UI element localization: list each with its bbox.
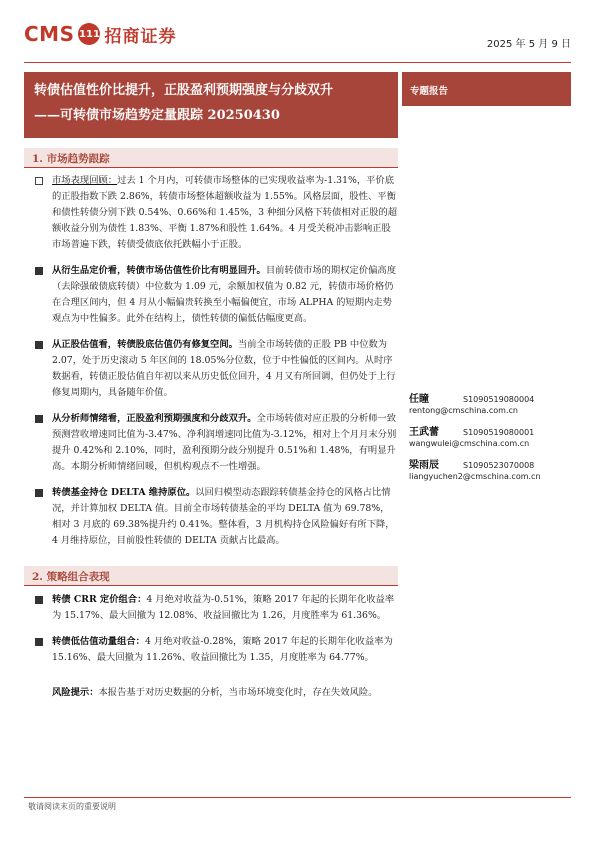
footer-divider	[24, 797, 571, 798]
list-item	[24, 337, 398, 401]
item-lead: 转债 CRR 定价组合：	[52, 594, 147, 605]
analyst-entry	[409, 456, 569, 481]
analyst-entry	[409, 423, 569, 448]
analyst-license-id: S1090519080004	[463, 395, 535, 404]
company-logo	[24, 19, 176, 49]
item-text: 当前全市场转债的正股 PB 中位数为 2.07，处于历史滚动 5 年区间的 18.05%分位数，位于中性偏低的区间内。从时序数据看，转债正股估值自年初以来从历史低位回升，4 月又有所回调，但仍处于上行修复周期内，具备随年价值。	[52, 339, 396, 398]
item-lead: 转债低估值动量组合：	[52, 636, 145, 647]
list-item	[24, 634, 398, 666]
list-item	[24, 485, 398, 549]
square-bullet-icon	[35, 267, 43, 275]
analyst-license-id: S1090519080001	[463, 428, 535, 437]
report-title: 转债估值性价比提升，正股盈利预期强度与分歧双升	[34, 83, 334, 98]
analyst-email-link[interactable]: wangwulei@cmschina.com.cn	[409, 439, 530, 448]
square-bullet-icon	[35, 638, 43, 646]
square-bullet-icon	[35, 341, 43, 349]
analyst-name: 梁雨辰	[409, 460, 439, 471]
item-lead: 从分析师情绪看，正股盈利预期强度和分歧双升。	[52, 413, 257, 424]
item-lead: 从衍生品定价看，转债市场估值性价比有明显回升。	[52, 265, 266, 276]
square-bullet-icon	[35, 596, 43, 604]
report-date: 2025 年 5 月 9 日	[486, 39, 571, 50]
item-lead: 转债基金持仓 DELTA 维持原位。	[52, 487, 196, 498]
item-text: 过去 1 个月内，可转债市场整体的已实现收益率为-1.31%，平价底的正股指数下跌 2.86%，转债市场整体超额收益为 1.55%。风格层面，股性、平衡和债性转债分别下跌 0.54%、0.66%和 1.45%，3 种细分风格下转债相对正股的超额收益分别为债性 1.83%、平衡 1.87%和股性 1.64%。4 月受关税冲击影响正股市场普遍下跌，转债受债底依托跌幅小于正股。	[52, 175, 398, 250]
analyst-name: 王武蕾	[409, 427, 439, 438]
section-1-bullets	[24, 173, 398, 559]
item-text: 4 月绝对收益为-0.51%，策略 2017 年起的长期年化收益率为 15.17%、最大回撤为 12.08%、收益回撤比为 1.26，月度胜率为 61.36%。	[52, 594, 395, 621]
list-item	[24, 592, 398, 624]
list-item	[24, 263, 398, 327]
analyst-license-id: S1090523070008	[463, 461, 535, 470]
report-type-label: 专题报告	[402, 72, 571, 106]
analyst-entry	[409, 390, 569, 415]
item-text: 全市场转债对应正股的分析师一致预测营收增速同比值为-3.47%、净利润增速同比值为-3.12%，相对上个月月末分别提升 0.42%和 2.10%，同时，盈利预期分歧分别提升 0.51%和 1.48%，有明显升高。本期分析师情绪回暖，但机构观点不一性增强。	[52, 413, 397, 472]
item-lead: 从正股估值看，转债股底估值仍有修复空间。	[52, 339, 238, 350]
analyst-list	[409, 390, 569, 489]
footer-disclaimer: 敬请阅读末页的重要说明	[28, 802, 116, 811]
square-bullet-icon	[35, 415, 43, 423]
risk-warning	[52, 685, 397, 701]
section-2-bullets	[24, 592, 398, 676]
logo-cms-text: CMS	[24, 22, 75, 46]
item-text: 4 月绝对收益-0.28%，策略 2017 年起的长期年化收益率为 15.16%、最大回撤为 11.26%、收益回撤比为 1.35，月度胜率为 64.77%。	[52, 636, 393, 663]
analyst-name: 任瞳	[409, 394, 429, 405]
logo-badge-icon: 111	[78, 23, 100, 45]
item-text: 目前转债市场的期权定价偏高度（去除强破债底转债）中位数为 1.09 元，余额加权值为 0.82 元，转债市场价格仍在合理区间内，但 4 月从小幅偏贵转换至小幅偏便宜，市场 ALPHA 的短期内走势观点为中性偏多。此外在结构上，债性转债的偏低估幅度更高。	[52, 265, 397, 324]
item-lead: 市场表现回顾：	[52, 175, 118, 186]
logo-cn-text: 招商证券	[104, 26, 177, 47]
checkbox-bullet-icon	[35, 177, 43, 185]
header-divider	[24, 62, 571, 63]
list-item	[24, 173, 398, 253]
analyst-email-link[interactable]: rentong@cmschina.com.cn	[409, 406, 518, 415]
report-subtitle: ——可转债市场趋势定量跟踪 20250430	[34, 108, 280, 123]
risk-text: 本报告基于对历史数据的分析，当市场环境变化时，存在失效风险。	[98, 687, 378, 698]
square-bullet-icon	[35, 489, 43, 497]
title-block	[24, 72, 398, 138]
section-heading-1: 1. 市场趋势跟踪	[24, 148, 398, 168]
risk-lead: 风险提示：	[52, 687, 99, 698]
item-text: 以回归模型动态跟踪转债基金持仓的风格占比情况，并计算加权 DELTA 值。目前全市场转债基金的平均 DELTA 值为 69.78%，相对 3 月底的 69.38%提升约 0.41%。整体看，3 月机构持仓风险偏好有所下降，4 月维持原位，目前股性转债的 DELTA 贡献占比最高。	[52, 487, 395, 546]
section-heading-2: 2. 策略组合表现	[24, 566, 398, 586]
analyst-email-link[interactable]: liangyuchen2@cmschina.com.cn	[409, 472, 541, 481]
list-item	[24, 411, 398, 475]
